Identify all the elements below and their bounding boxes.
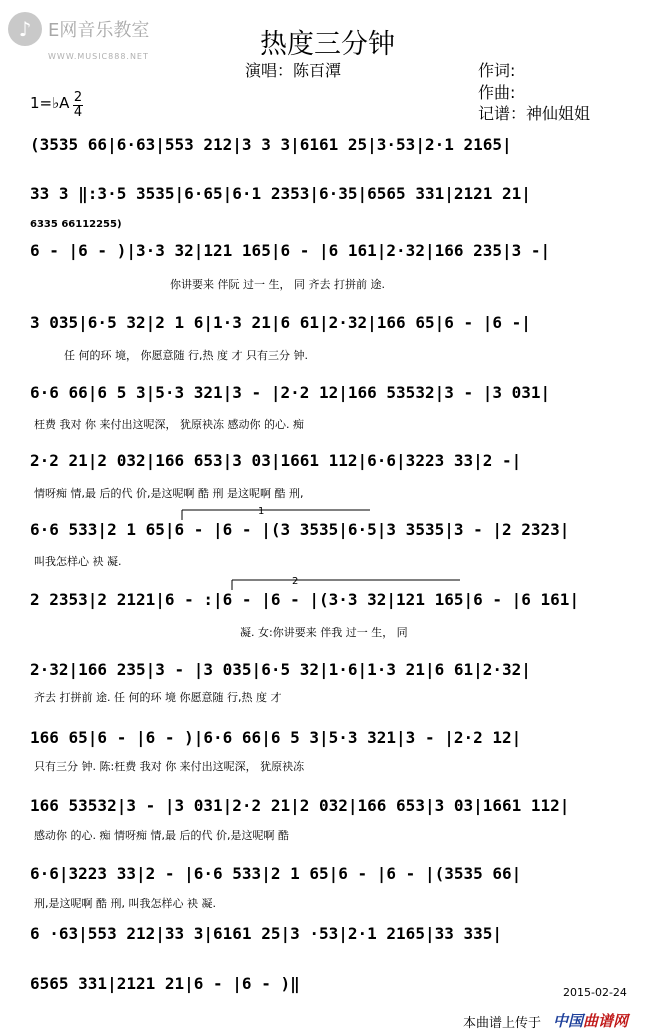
system-6-lyrics: 情呀痴 情,最 后的代 价,是这呢啊 酷 刑 是这呢啊 酷 刑, bbox=[34, 487, 304, 500]
music-note-icon: ♪ bbox=[8, 12, 42, 46]
volta-2-bracket bbox=[232, 580, 460, 590]
volta-2-label: 2 bbox=[292, 576, 299, 587]
system-10-lyrics: 只有三分 钟. 陈:枉费 我对 你 来付出这呢深， 犹原袂冻 bbox=[34, 760, 305, 773]
system-7-lyrics: 叫我怎样心 袂 凝. bbox=[34, 555, 122, 568]
transcriber: 记谱：神仙姐姐 bbox=[478, 104, 591, 123]
volta-1-bracket bbox=[182, 510, 370, 520]
system-7-notes: 6·6 533|2 1 65|6 - |6 - |(3 3535|6·5|3 3535|3 - |2 2323| bbox=[30, 520, 570, 539]
key-signature: 1=♭A bbox=[30, 94, 70, 112]
time-signature-top: 2 bbox=[73, 90, 83, 105]
system-4-notes: 3 035|6·5 32|2 1 6|1·3 21|6 61|2·32|166 65|6 - |6 -| bbox=[30, 313, 531, 332]
system-8-notes: 2 2353|2 2121|6 - :|6 - |6 - |(3·3 32|121 165|6 - |6 161| bbox=[30, 590, 580, 609]
composer: 作曲: bbox=[478, 83, 516, 102]
system-12-notes: 6·6|3223 33|2 - |6·6 533|2 1 65|6 - |6 - |(3535 66| bbox=[30, 864, 522, 883]
lyricist: 作词: bbox=[478, 61, 516, 80]
time-signature-bottom: 4 bbox=[73, 105, 83, 120]
date-stamp: 2015-02-24 bbox=[563, 986, 627, 999]
system-13-notes: 6 ·63|553 212|33 3|6161 25|3 ·53|2·1 2165|33 335| bbox=[30, 924, 503, 943]
system-5-notes: 6·6 66|6 5 3|5·3 321|3 - |2·2 12|166 53532|3 - |3 031| bbox=[30, 383, 551, 402]
system-9-lyrics: 齐去 打拼前 途. 任 何的环 境 你愿意随 行,热 度 才 bbox=[34, 691, 282, 704]
system-11-notes: 166 53532|3 - |3 031|2·2 21|2 032|166 653|3 03|1661 112| bbox=[30, 796, 570, 815]
system-6-notes: 2·2 21|2 032|166 653|3 03|1661 112|6·6|3223 33|2 -| bbox=[30, 451, 522, 470]
system-2-notes: 33 3 ‖:3·5 3535|6·65|6·1 2353|6·35|6565 331|2121 21| bbox=[30, 184, 531, 203]
system-3-grace-notes: 6335 66112255) bbox=[30, 219, 122, 230]
system-8-lyrics: 凝. 女:你讲要来 伴我 过一 生， 同 bbox=[240, 626, 408, 639]
system-9-notes: 2·32|166 235|3 - |3 035|6·5 32|1·6|1·3 21|6 61|2·32| bbox=[30, 660, 531, 679]
singer: 演唱：陈百潭 bbox=[245, 61, 342, 80]
site-url[interactable]: WWW.MUSIC888.NET bbox=[48, 52, 149, 61]
system-3-notes: 6 - |6 - )|3·3 32|121 165|6 - |6 161|2·32|166 235|3 -| bbox=[30, 241, 551, 260]
system-10-notes: 166 65|6 - |6 - )|6·6 66|6 5 3|5·3 321|3 - |2·2 12| bbox=[30, 728, 522, 747]
song-title: 热度三分钟 bbox=[260, 29, 395, 60]
system-4-lyrics: 任 何的环 境， 你愿意随 行,热 度 才 只有三分 钟. bbox=[64, 349, 308, 362]
system-1-notes: (3535 66|6·63|553 212|3 3 3|6161 25|3·53|2·1 2165| bbox=[30, 135, 512, 154]
system-5-lyrics: 枉费 我对 你 来付出这呢深， 犹原袂冻 感动你 的心. 痴 bbox=[34, 418, 304, 431]
system-3-lyrics: 你讲要来 伴阮 过一 生， 同 齐去 打拼前 途. bbox=[170, 278, 385, 291]
upload-note: 本曲谱上传于 bbox=[463, 1016, 542, 1031]
footer-logo-suffix: 曲谱网 bbox=[583, 1012, 629, 1030]
footer-site-logo[interactable] bbox=[553, 1010, 628, 1031]
system-14-notes: 6565 331|2121 21|6 - |6 - )‖ bbox=[30, 974, 300, 993]
site-name: E网音乐教室 bbox=[48, 20, 150, 41]
system-11-lyrics: 感动你 的心. 痴 情呀痴 情,最 后的代 价,是这呢啊 酷 bbox=[34, 829, 289, 842]
footer-logo-prefix: 中国 bbox=[553, 1012, 584, 1030]
system-12-lyrics: 刑,是这呢啊 酷 刑, 叫我怎样心 袂 凝. bbox=[34, 897, 216, 910]
volta-1-label: 1 bbox=[258, 506, 265, 517]
